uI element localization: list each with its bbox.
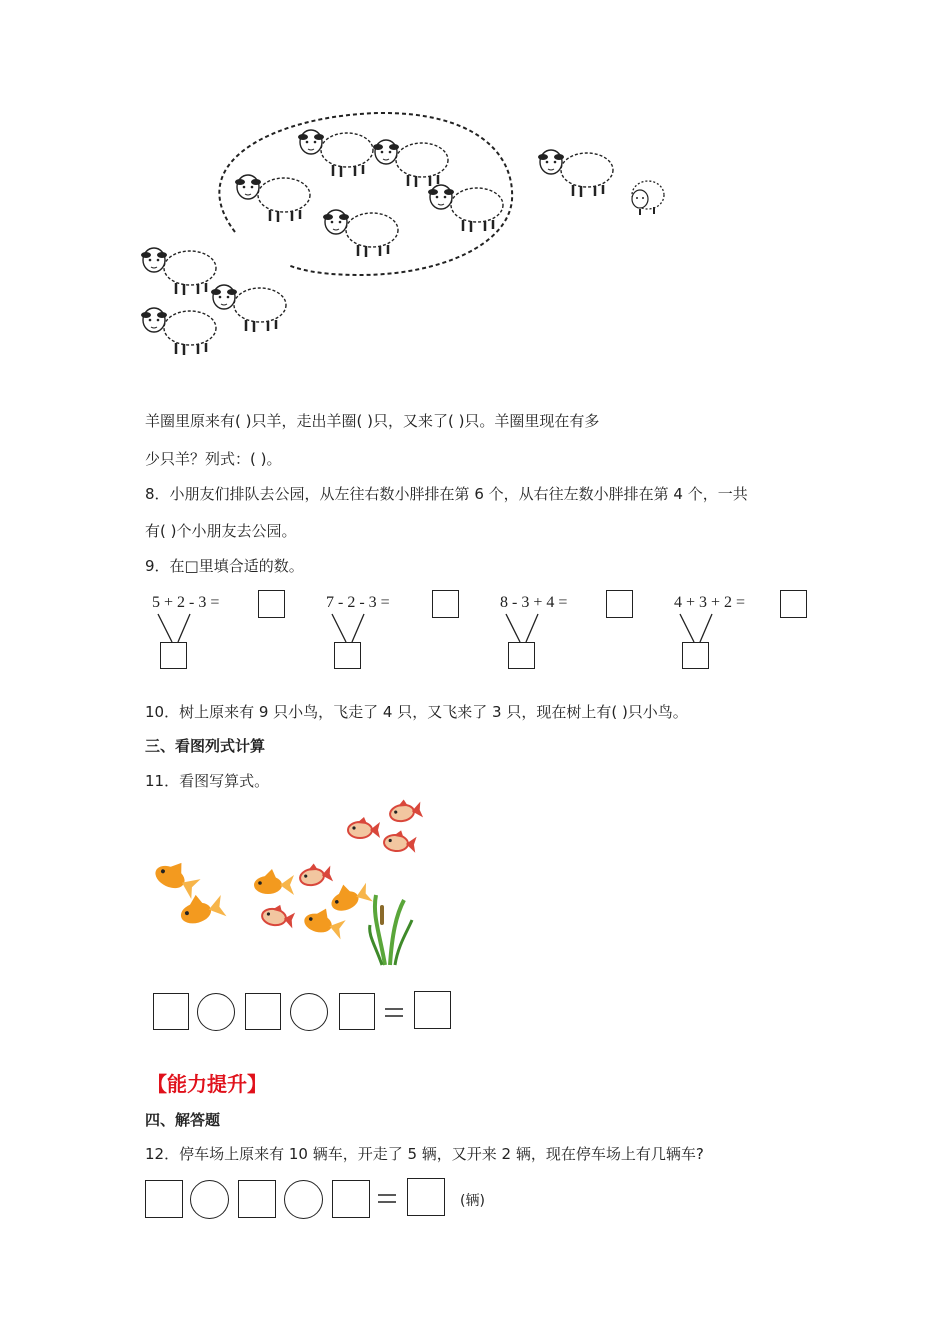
partial-result-box[interactable]	[160, 642, 187, 669]
partial-result-box[interactable]	[508, 642, 535, 669]
operator-circle[interactable]	[284, 1180, 323, 1219]
water-grass	[370, 895, 412, 965]
ability-title: 【能力提升】	[147, 1072, 267, 1096]
lamb	[632, 181, 664, 215]
answer-box[interactable]	[238, 1180, 276, 1218]
q9-equation-4: 4 + 3 + 2 =	[674, 594, 746, 611]
result-box[interactable]	[414, 991, 451, 1029]
equals-sign	[376, 1193, 400, 1205]
q9-prompt: 9．在□里填合适的数。	[145, 557, 304, 575]
q12-text: 12．停车场上原来有 10 辆车，开走了 5 辆，又开来 2 辆，现在停车场上有几辆车?	[145, 1145, 704, 1163]
operator-circle[interactable]	[190, 1180, 229, 1219]
answer-box[interactable]	[145, 1180, 183, 1218]
partial-result-box[interactable]	[682, 642, 709, 669]
q8-line1: 8．小朋友们排队去公园，从左往右数小胖排在第 6 个，从右往左数小胖排在第 4 个，一共	[145, 485, 748, 503]
q9-equation-2: 7 - 2 - 3 =	[326, 594, 390, 611]
answer-box[interactable]	[332, 1180, 370, 1218]
q9-equation-1: 5 + 2 - 3 =	[152, 594, 220, 611]
q8-line2: 有( )个小朋友去公园。	[145, 522, 297, 540]
answer-box[interactable]	[245, 993, 281, 1030]
q11-prompt: 11．看图写算式。	[145, 772, 270, 790]
answer-box[interactable]	[258, 590, 285, 618]
unit-label: (辆)	[460, 1193, 485, 1209]
operator-circle[interactable]	[197, 993, 235, 1031]
section-3-title: 三、看图列式计算	[145, 737, 266, 755]
answer-box[interactable]	[606, 590, 633, 618]
equals-sign	[383, 1007, 407, 1019]
answer-box[interactable]	[780, 590, 807, 618]
fish-illustration	[0, 795, 950, 975]
sheep-question-line1: 羊圈里原来有( )只羊，走出羊圈( )只，又来了( )只。羊圈里现在有多	[145, 412, 600, 430]
answer-box[interactable]	[339, 993, 375, 1030]
partial-result-box[interactable]	[334, 642, 361, 669]
answer-box[interactable]	[432, 590, 459, 618]
sheep-pen-illustration	[0, 0, 950, 380]
q10-text: 10．树上原来有 9 只小鸟，飞走了 4 只，又飞来了 3 只，现在树上有( )只小鸟。	[145, 703, 688, 721]
answer-box[interactable]	[153, 993, 189, 1030]
q9-equation-3: 8 - 3 + 4 =	[500, 594, 568, 611]
section-4-title: 四、解答题	[145, 1111, 221, 1129]
sheep-question-line2: 少只羊？列式：( )。	[145, 450, 282, 468]
result-box[interactable]	[407, 1178, 445, 1216]
operator-circle[interactable]	[290, 993, 328, 1031]
